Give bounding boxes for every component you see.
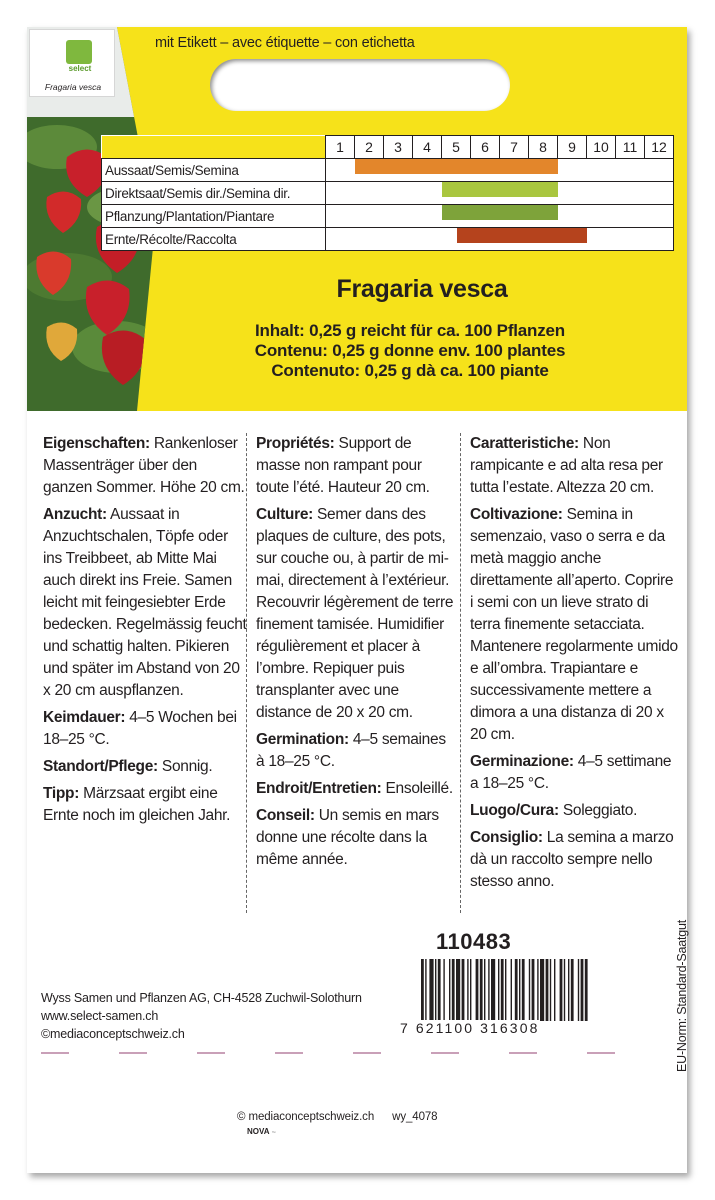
barcode-bar (467, 959, 468, 1021)
paragraph-eigenschaften (43, 433, 247, 499)
text: Rankenloser Massenträger über den ganzen Sommer. Höhe 20 cm. (43, 435, 245, 496)
paragraph-luogo (470, 800, 680, 822)
heading: Keimdauer: (43, 709, 126, 726)
german-instructions (43, 433, 247, 832)
address-company: Wyss Samen und Pflanzen AG, CH-4528 Zuchwil-Solothurn (41, 991, 362, 1005)
heading: Coltivazione: (470, 506, 563, 523)
paragraph-caratteristiche (470, 433, 680, 499)
heading: Consiglio: (470, 829, 543, 846)
calendar-period-bar (442, 182, 558, 197)
address-website: www.select-samen.ch (41, 1009, 159, 1023)
barcode-bar (571, 959, 574, 1021)
seed-packet-back (27, 27, 687, 1173)
calendar-row-harvest (102, 228, 674, 251)
footer-reference: wy_4078 (392, 1111, 438, 1123)
calendar-bar-cell (326, 159, 674, 182)
heading: Luogo/Cura: (470, 802, 559, 819)
month-4: 4 (413, 136, 442, 159)
barcode-bar (449, 959, 450, 1021)
calendar-row-label: Ernte/Récolte/Raccolta (102, 228, 326, 251)
calendar-bar-cell (326, 182, 674, 205)
calendar-bar-cell (326, 228, 674, 251)
heading: Endroit/Entretien: (256, 780, 382, 797)
month-12: 12 (645, 136, 674, 159)
address-copyright: ©mediaconceptschweiz.ch (41, 1027, 185, 1041)
paragraph-endroit (256, 778, 454, 800)
month-11: 11 (616, 136, 645, 159)
content-fr: Contenu: 0,25 g donne env. 100 plantes (254, 341, 566, 360)
paragraph-germination (256, 729, 454, 773)
barcode-bar (560, 959, 563, 1021)
text: Ensoleillé. (381, 780, 453, 797)
heading: Germinazione: (470, 753, 574, 770)
barcode-bar (511, 959, 512, 1021)
french-instructions (256, 433, 454, 876)
barcode-bar (522, 959, 525, 1021)
barcode-bar (537, 959, 538, 1021)
barcode-bar (540, 959, 544, 1021)
month-1: 1 (326, 136, 355, 159)
yellow-header-panel (27, 27, 687, 411)
barcode-bar (421, 959, 424, 1021)
nova-logo (247, 1127, 276, 1136)
barcode-bar (488, 959, 489, 1021)
barcode-bar (532, 959, 535, 1021)
paragraph-anzucht (43, 504, 247, 702)
plant-label-tag (29, 29, 115, 97)
barcode-bar (425, 959, 426, 1021)
calendar-corner (102, 136, 326, 159)
barcode-bar (443, 959, 444, 1021)
paragraph-coltivazione (470, 504, 680, 746)
month-9: 9 (558, 136, 587, 159)
barcode-bar (480, 959, 483, 1021)
text: 4–5 semaines à 18–25 °C. (256, 731, 446, 770)
text: Sonnig. (157, 758, 213, 775)
paragraph-keimdauer (43, 707, 247, 751)
calendar-row-sowing (102, 159, 674, 182)
fold-line (41, 1052, 651, 1054)
paragraph-tipp (43, 783, 247, 827)
eu-norm-note: EU-Norm: Standard-Saatgut (675, 919, 689, 1072)
text: Un semis en mars donne une récolte dans la même année. (256, 807, 439, 868)
hanging-slot (210, 59, 510, 111)
month-7: 7 (500, 136, 529, 159)
barcode-bar (564, 959, 565, 1021)
select-logo-icon (66, 40, 92, 64)
content-it: Contenuto: 0,25 g dà ca. 100 piante (271, 361, 549, 380)
barcode-bar (554, 959, 555, 1021)
product-title: Fragaria vesca (336, 275, 508, 303)
paragraph-germinazione (470, 751, 680, 795)
barcode-bar (429, 959, 433, 1021)
barcode-bars (399, 959, 639, 1029)
barcode-bar (456, 959, 460, 1021)
barcode-bar (568, 959, 569, 1021)
heading: Standort/Pflege: (43, 758, 158, 775)
text: Semer dans des plaques de culture, des pots, sur couche ou, à partir de mi-mai, directement à l’extérieur. Recouvrir légèrement de terre finement tamisée. Humidifier régulièrement et placer à l’ombre. Repiquer puis transplanter avec une distance de 20 x 20 cm. (256, 506, 454, 721)
calendar-row-planting (102, 205, 674, 228)
barcode-bar (550, 959, 551, 1021)
calendar-period-bar (457, 228, 588, 243)
calendar-row-label: Aussaat/Semis/Semina (102, 159, 326, 182)
content-de: Inhalt: 0,25 g reicht für ca. 100 Pflanzen (255, 321, 565, 340)
article-number: 110483 (436, 929, 512, 954)
month-10: 10 (587, 136, 616, 159)
calendar-row-direct-sowing (102, 182, 674, 205)
heading: Tipp: (43, 785, 80, 802)
nova-logo-trademark: ™ (271, 1130, 276, 1135)
barcode-bar (498, 959, 499, 1021)
calendar-row-label: Pflanzung/Plantation/Piantare (102, 205, 326, 228)
barcode-bar (476, 959, 479, 1021)
calendar-month-row (102, 136, 674, 159)
footer (237, 1111, 437, 1123)
calendar-period-bar (442, 205, 558, 220)
barcode-bar (529, 959, 530, 1021)
nova-logo-text: NOVA (247, 1127, 270, 1136)
barcode-bar (435, 959, 436, 1021)
barcode-bar (519, 959, 520, 1021)
text: Märzsaat ergibt eine Ernte noch im gleichen Jahr. (43, 785, 231, 824)
month-8: 8 (529, 136, 558, 159)
text: La semina a marzo dà un raccolto sempre nello stesso anno. (470, 829, 674, 890)
sowing-calendar (101, 135, 674, 251)
calendar-period-bar (355, 159, 558, 174)
text: Support de masse non rampant pour toute l’été. Hauteur 20 cm. (256, 435, 430, 496)
barcode-bar (578, 959, 579, 1021)
label-plant-name: Fragaria vesca (44, 82, 102, 92)
text: Aussaat in Anzuchtschalen, Töpfe oder ins Treibbeet, ab Mitte Mai auch direkt ins Freie. Samen leicht mit feingesiebter Erde bedecken. Regelmässig feucht und schattig halten. Pikieren und später im Abstand von 20 x 20 cm auspflanzen. (43, 506, 247, 699)
month-5: 5 (442, 136, 471, 159)
barcode-bar (470, 959, 471, 1021)
calendar-row-label: Direktsaat/Semis dir./Semina dir. (102, 182, 326, 205)
barcode-digits (399, 1020, 639, 1036)
footer-copyright: © mediaconceptschweiz.ch (237, 1111, 375, 1123)
paragraph-consiglio (470, 827, 680, 893)
text: Soleggiato. (558, 802, 638, 819)
paragraph-culture (256, 504, 454, 724)
month-6: 6 (471, 136, 500, 159)
content-info (195, 321, 625, 381)
barcode-bar (515, 959, 518, 1021)
column-divider (246, 433, 247, 913)
text: Non rampicante e ad alta resa per tutta l’estate. Altezza 20 cm. (470, 435, 663, 496)
heading: Propriétés: (256, 435, 335, 452)
text: 4–5 Wochen bei 18–25 °C. (43, 709, 237, 748)
barcode-bar (501, 959, 504, 1021)
heading: Germination: (256, 731, 349, 748)
barcode-bar (581, 959, 584, 1021)
italian-instructions (470, 433, 680, 898)
month-2: 2 (355, 136, 384, 159)
label-note: mit Etikett – avec étiquette – con etichetta (155, 35, 415, 51)
barcode-bar (505, 959, 506, 1021)
paragraph-conseil (256, 805, 454, 871)
barcode-bar (546, 959, 549, 1021)
barcode-bar (462, 959, 465, 1021)
text: 4–5 settimane a 18–25 °C. (470, 753, 672, 792)
barcode-bar (491, 959, 495, 1021)
barcode-bar (438, 959, 441, 1021)
barcode-bar (452, 959, 455, 1021)
heading: Anzucht: (43, 506, 107, 523)
text: Semina in semenzaio, vaso o serra e da metà maggio anche direttamente all’aperto. Coprire i semi con un lieve strato di terra finemente setacciata. Mantenere regolarmente umido e all’ombra. Trapiantare e successivamente mettere a dimora a una distanza di 20 x 20 cm. (470, 506, 678, 743)
heading: Conseil: (256, 807, 315, 824)
calendar-bar-cell (326, 205, 674, 228)
company-address (41, 989, 362, 1043)
column-divider (460, 433, 461, 913)
barcode-bar (585, 959, 588, 1021)
paragraph-standort (43, 756, 247, 778)
month-3: 3 (384, 136, 413, 159)
heading: Culture: (256, 506, 314, 523)
heading: Caratteristiche: (470, 435, 579, 452)
heading: Eigenschaften: (43, 435, 150, 452)
barcode-number: 7 621100 316308 (400, 1020, 540, 1036)
paragraph-proprietes (256, 433, 454, 499)
select-logo-text: select (68, 64, 92, 73)
barcode-bar (484, 959, 485, 1021)
